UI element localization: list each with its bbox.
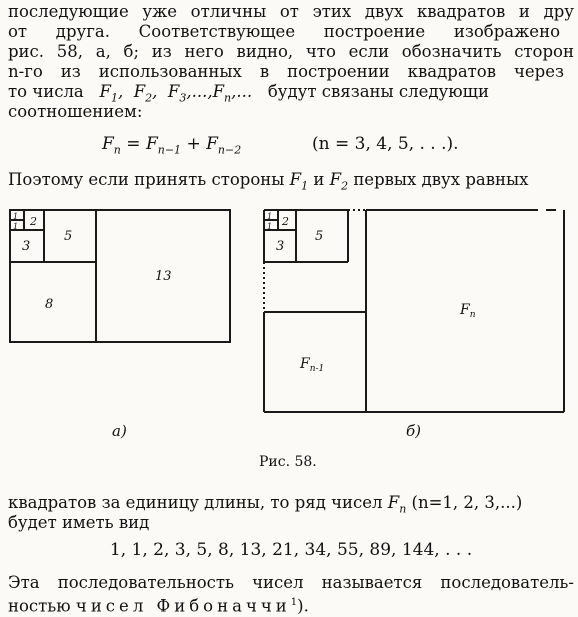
text-line-10a: квадратов за единицу длины, то ряд чисел <box>8 493 383 512</box>
a-label-13: 13 <box>155 269 172 284</box>
text-line-10: квадратов за единицу длины, то ряд чисел $F_n$ (n=1, 2, 3,...) <box>8 493 523 516</box>
fibonacci-list: $F_1$, $F_2$, $F_3,...,F_n$,... <box>89 82 263 105</box>
a-label-1a: 1 <box>13 212 19 221</box>
a-label-8: 8 <box>45 297 54 312</box>
figure-b-label: б) <box>406 422 422 440</box>
fibonacci-sequence: 1, 1, 2, 3, 5, 8, 13, 21, 34, 55, 89, 144, . . . <box>109 540 473 560</box>
figure-58 <box>0 200 578 470</box>
b-label-1a: 1 <box>267 212 273 221</box>
text-line-10b: (n=1, 2, 3,...) <box>411 493 523 512</box>
text-line-11: будет иметь вид <box>8 513 150 532</box>
figure-caption: Рис. 58. <box>259 454 317 470</box>
a-label-3: 3 <box>22 239 31 254</box>
figure-a-label: а) <box>112 422 127 440</box>
text-line-8: Поэтому если принять стороны $F_1$ и $F_2$ первых двух равных <box>8 170 529 193</box>
a-label-1b: 1 <box>13 222 19 231</box>
text-line-14c: ). <box>297 596 309 616</box>
text-line-14a: ностью <box>8 596 71 616</box>
text-line-8c: первых двух равных <box>353 170 529 189</box>
b-label-fn: $F_n$ <box>460 302 476 320</box>
b-label-1b: 1 <box>267 222 273 231</box>
text-line-3: рис. 58, а, б; из него видно, что если обозначить сторон <box>8 42 574 61</box>
text-line-14 <box>8 593 574 617</box>
b-label-5: 5 <box>315 229 324 244</box>
text-line-1: последующие уже отличны от этих двух квадратов и дру <box>8 2 574 21</box>
text-line-8a: Поэтому если принять стороны <box>8 170 285 189</box>
figure-b <box>264 210 564 412</box>
figure-a <box>10 210 230 342</box>
a-label-2: 2 <box>30 215 37 228</box>
footnote-mark: 1 <box>290 597 298 608</box>
formula-condition: (n = 3, 4, 5, . . .). <box>312 134 459 154</box>
text-line-13: Эта последовательность чисел называется последователь- <box>8 573 574 592</box>
fibonacci-term: чисел Фибоначчи <box>75 596 291 616</box>
b-label-2: 2 <box>282 215 289 228</box>
recurrence-formula: $F_n = F_{n-1} + F_{n-2}$ <box>102 134 242 157</box>
text-line-2: от друга. Соответствующее построение изображено <box>8 22 560 41</box>
a-label-5: 5 <box>64 229 73 244</box>
b-label-3: 3 <box>276 239 285 254</box>
text-line-6: соотношением: <box>8 102 143 121</box>
text-line-5b: будут связаны следующи <box>267 82 489 101</box>
b-label-fn-1: $F_{n-1}$ <box>300 356 325 374</box>
text-line-4: n-го из использованных в построении квадратов через <box>8 62 564 81</box>
text-line-5a: то числа <box>8 82 84 101</box>
text-line-8b: и <box>313 170 325 189</box>
